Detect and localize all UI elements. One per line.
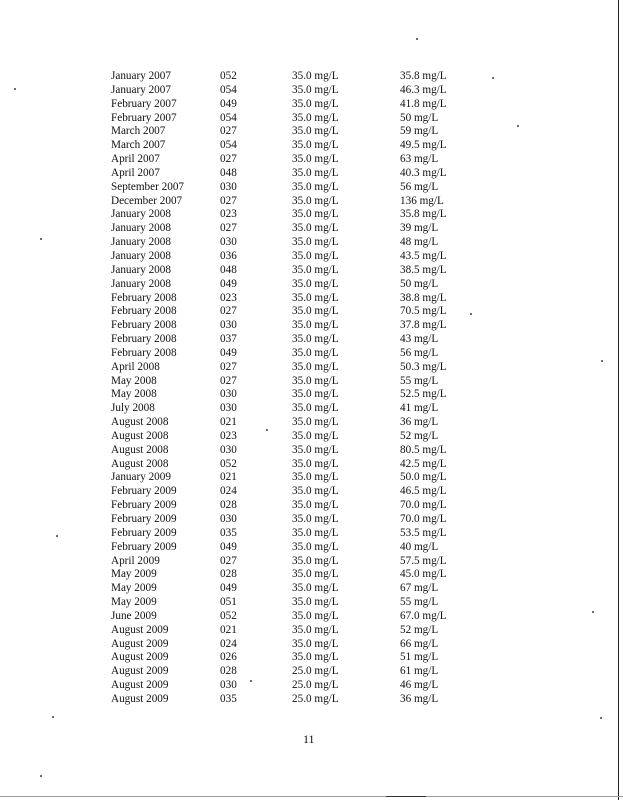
table-row <box>111 430 471 444</box>
row-outfall: 027 <box>220 374 237 387</box>
table-row <box>111 112 471 126</box>
row-outfall: 049 <box>220 346 237 359</box>
row-limit: 35.0 mg/L <box>292 554 339 567</box>
row-result: 50.3 mg/L <box>400 360 447 373</box>
row-date: February 2008 <box>111 346 177 359</box>
scan-speck <box>52 716 54 718</box>
page-edge-right <box>618 0 619 800</box>
row-result: 43 mg/L <box>400 333 439 346</box>
row-outfall: 027 <box>220 222 237 235</box>
row-date: July 2008 <box>111 402 155 415</box>
scan-speck <box>592 611 594 613</box>
row-result: 53.5 mg/L <box>400 526 447 539</box>
row-limit: 35.0 mg/L <box>292 263 339 276</box>
row-result: 45.0 mg/L <box>400 568 447 581</box>
row-result: 63 mg/L <box>400 153 439 166</box>
row-result: 50 mg/L <box>400 111 439 124</box>
row-date: May 2009 <box>111 582 157 595</box>
table-row <box>111 236 471 250</box>
row-limit: 35.0 mg/L <box>292 153 339 166</box>
row-limit: 25.0 mg/L <box>292 692 339 705</box>
row-date: January 2008 <box>111 222 171 235</box>
row-result: 36 mg/L <box>400 416 439 429</box>
row-outfall: 028 <box>220 499 237 512</box>
scan-speck <box>601 360 603 362</box>
row-limit: 35.0 mg/L <box>292 70 339 82</box>
row-limit: 35.0 mg/L <box>292 97 339 110</box>
row-date: February 2008 <box>111 333 177 346</box>
row-result: 40.3 mg/L <box>400 166 447 179</box>
row-outfall: 030 <box>220 236 237 249</box>
table-row <box>111 610 471 624</box>
row-outfall: 049 <box>220 97 237 110</box>
table-row <box>111 250 471 264</box>
row-date: January 2008 <box>111 277 171 290</box>
page-edge-mark <box>386 796 426 797</box>
table-row <box>111 444 471 458</box>
row-date: April 2007 <box>111 166 160 179</box>
row-limit: 35.0 mg/L <box>292 402 339 415</box>
row-limit: 35.0 mg/L <box>292 166 339 179</box>
row-limit: 35.0 mg/L <box>292 388 339 401</box>
row-outfall: 023 <box>220 208 237 221</box>
scan-speck <box>416 38 418 40</box>
row-date: January 2007 <box>111 70 171 82</box>
row-result: 70.5 mg/L <box>400 305 447 318</box>
row-result: 50 mg/L <box>400 277 439 290</box>
row-result: 39 mg/L <box>400 222 439 235</box>
row-limit: 35.0 mg/L <box>292 139 339 152</box>
row-date: December 2007 <box>111 194 183 207</box>
table-row <box>111 513 471 527</box>
row-date: February 2009 <box>111 526 177 539</box>
row-outfall: 052 <box>220 457 237 470</box>
row-outfall: 052 <box>220 609 237 622</box>
row-date: August 2008 <box>111 416 169 429</box>
row-outfall: 024 <box>220 637 237 650</box>
row-outfall: 054 <box>220 83 237 96</box>
row-date: January 2007 <box>111 83 171 96</box>
table-row <box>111 305 471 319</box>
row-limit: 35.0 mg/L <box>292 236 339 249</box>
row-result: 55 mg/L <box>400 596 439 609</box>
row-outfall: 027 <box>220 125 237 138</box>
table-row <box>111 638 471 652</box>
row-outfall: 052 <box>220 70 237 82</box>
table-row <box>111 693 471 707</box>
scan-speck <box>14 88 16 90</box>
row-limit: 35.0 mg/L <box>292 609 339 622</box>
row-date: April 2009 <box>111 554 160 567</box>
row-date: August 2009 <box>111 637 169 650</box>
row-date: August 2008 <box>111 457 169 470</box>
table-row <box>111 651 471 665</box>
row-limit: 35.0 mg/L <box>292 416 339 429</box>
row-date: January 2008 <box>111 236 171 249</box>
row-date: May 2008 <box>111 374 157 387</box>
table-row <box>111 582 471 596</box>
row-result: 67.0 mg/L <box>400 609 447 622</box>
row-limit: 35.0 mg/L <box>292 222 339 235</box>
row-result: 80.5 mg/L <box>400 443 447 456</box>
row-result: 59 mg/L <box>400 125 439 138</box>
row-result: 40 mg/L <box>400 540 439 553</box>
scan-speck <box>600 717 602 719</box>
row-outfall: 049 <box>220 582 237 595</box>
row-limit: 35.0 mg/L <box>292 651 339 664</box>
row-result: 46.5 mg/L <box>400 485 447 498</box>
row-date: April 2007 <box>111 153 160 166</box>
row-limit: 35.0 mg/L <box>292 623 339 636</box>
row-result: 56 mg/L <box>400 346 439 359</box>
table-row <box>111 624 471 638</box>
row-result: 42.5 mg/L <box>400 457 447 470</box>
row-limit: 35.0 mg/L <box>292 374 339 387</box>
table-row <box>111 402 471 416</box>
table-row <box>111 416 471 430</box>
row-outfall: 048 <box>220 263 237 276</box>
table-row <box>111 471 471 485</box>
row-limit: 35.0 mg/L <box>292 443 339 456</box>
row-date: May 2009 <box>111 596 157 609</box>
row-outfall: 051 <box>220 596 237 609</box>
row-limit: 35.0 mg/L <box>292 457 339 470</box>
row-result: 61 mg/L <box>400 665 439 678</box>
row-outfall: 030 <box>220 319 237 332</box>
row-outfall: 024 <box>220 485 237 498</box>
row-result: 43.5 mg/L <box>400 249 447 262</box>
row-date: September 2007 <box>111 180 185 193</box>
row-limit: 35.0 mg/L <box>292 485 339 498</box>
row-date: May 2008 <box>111 388 157 401</box>
table-row <box>111 278 471 292</box>
row-outfall: 054 <box>220 139 237 152</box>
row-limit: 35.0 mg/L <box>292 637 339 650</box>
table-row <box>111 347 471 361</box>
row-limit: 35.0 mg/L <box>292 333 339 346</box>
row-outfall: 027 <box>220 554 237 567</box>
row-limit: 35.0 mg/L <box>292 291 339 304</box>
row-outfall: 030 <box>220 513 237 525</box>
row-date: February 2008 <box>111 291 177 304</box>
row-outfall: 027 <box>220 153 237 166</box>
row-date: January 2008 <box>111 263 171 276</box>
table-row <box>111 499 471 513</box>
row-outfall: 026 <box>220 651 237 664</box>
row-result: 55 mg/L <box>400 374 439 387</box>
row-result: 46.3 mg/L <box>400 83 447 96</box>
row-limit: 35.0 mg/L <box>292 582 339 595</box>
row-result: 41.8 mg/L <box>400 97 447 110</box>
row-result: 50.0 mg/L <box>400 471 447 484</box>
table-row <box>111 208 471 222</box>
page-number: 11 <box>303 732 315 746</box>
row-date: February 2008 <box>111 305 177 318</box>
row-outfall: 035 <box>220 526 237 539</box>
table-row <box>111 485 471 499</box>
table-row <box>111 84 471 98</box>
table-row <box>111 139 471 153</box>
row-date: February 2007 <box>111 111 177 124</box>
row-result: 67 mg/L <box>400 582 439 595</box>
row-outfall: 049 <box>220 277 237 290</box>
row-outfall: 028 <box>220 665 237 678</box>
row-limit: 35.0 mg/L <box>292 526 339 539</box>
row-limit: 35.0 mg/L <box>292 111 339 124</box>
row-date: March 2007 <box>111 139 166 152</box>
row-date: February 2009 <box>111 513 177 525</box>
row-outfall: 021 <box>220 623 237 636</box>
row-limit: 35.0 mg/L <box>292 513 339 525</box>
row-outfall: 036 <box>220 249 237 262</box>
row-outfall: 027 <box>220 194 237 207</box>
row-result: 49.5 mg/L <box>400 139 447 152</box>
table-row <box>111 264 471 278</box>
row-date: February 2009 <box>111 485 177 498</box>
row-result: 35.8 mg/L <box>400 70 447 82</box>
row-limit: 35.0 mg/L <box>292 277 339 290</box>
row-limit: 35.0 mg/L <box>292 249 339 262</box>
row-limit: 35.0 mg/L <box>292 471 339 484</box>
row-date: February 2008 <box>111 319 177 332</box>
row-date: May 2009 <box>111 568 157 581</box>
row-date: March 2007 <box>111 125 166 138</box>
row-outfall: 028 <box>220 568 237 581</box>
table-row <box>111 596 471 610</box>
row-result: 70.0 mg/L <box>400 513 447 525</box>
row-date: January 2008 <box>111 249 171 262</box>
scan-speck <box>40 238 42 240</box>
row-limit: 35.0 mg/L <box>292 194 339 207</box>
table-row <box>111 319 471 333</box>
row-limit: 35.0 mg/L <box>292 499 339 512</box>
table-row <box>111 527 471 541</box>
row-outfall: 021 <box>220 416 237 429</box>
row-date: August 2009 <box>111 692 169 705</box>
row-outfall: 023 <box>220 291 237 304</box>
row-date: August 2008 <box>111 443 169 456</box>
row-outfall: 030 <box>220 180 237 193</box>
row-limit: 35.0 mg/L <box>292 346 339 359</box>
row-date: August 2009 <box>111 679 169 692</box>
row-limit: 25.0 mg/L <box>292 679 339 692</box>
row-outfall: 037 <box>220 333 237 346</box>
row-limit: 35.0 mg/L <box>292 180 339 193</box>
table-row <box>111 388 471 402</box>
page-edge-bottom <box>0 796 623 797</box>
row-limit: 35.0 mg/L <box>292 83 339 96</box>
row-outfall: 030 <box>220 402 237 415</box>
row-date: August 2009 <box>111 665 169 678</box>
violations-table <box>111 70 471 707</box>
row-limit: 35.0 mg/L <box>292 540 339 553</box>
row-outfall: 035 <box>220 692 237 705</box>
row-outfall: 054 <box>220 111 237 124</box>
row-result: 56 mg/L <box>400 180 439 193</box>
row-limit: 35.0 mg/L <box>292 125 339 138</box>
row-result: 38.8 mg/L <box>400 291 447 304</box>
row-limit: 35.0 mg/L <box>292 208 339 221</box>
row-date: August 2008 <box>111 429 169 442</box>
table-row <box>111 665 471 679</box>
row-date: April 2008 <box>111 360 160 373</box>
table-row <box>111 181 471 195</box>
table-row <box>111 292 471 306</box>
row-result: 35.8 mg/L <box>400 208 447 221</box>
row-date: January 2008 <box>111 208 171 221</box>
row-result: 41 mg/L <box>400 402 439 415</box>
row-result: 38.5 mg/L <box>400 263 447 276</box>
row-result: 46 mg/L <box>400 679 439 692</box>
row-date: February 2007 <box>111 97 177 110</box>
row-limit: 35.0 mg/L <box>292 319 339 332</box>
table-row <box>111 541 471 555</box>
row-outfall: 048 <box>220 166 237 179</box>
row-limit: 35.0 mg/L <box>292 429 339 442</box>
table-row <box>111 375 471 389</box>
table-row <box>111 222 471 236</box>
row-outfall: 030 <box>220 679 237 692</box>
table-row <box>111 70 471 84</box>
scan-speck <box>492 77 494 79</box>
row-date: February 2009 <box>111 499 177 512</box>
row-result: 57.5 mg/L <box>400 554 447 567</box>
row-outfall: 027 <box>220 360 237 373</box>
scan-speck <box>517 125 519 127</box>
row-outfall: 030 <box>220 443 237 456</box>
row-outfall: 023 <box>220 429 237 442</box>
table-row <box>111 98 471 112</box>
row-result: 51 mg/L <box>400 651 439 664</box>
row-limit: 25.0 mg/L <box>292 665 339 678</box>
table-row <box>111 361 471 375</box>
row-date: June 2009 <box>111 609 157 622</box>
row-date: August 2009 <box>111 623 169 636</box>
row-outfall: 021 <box>220 471 237 484</box>
table-row <box>111 458 471 472</box>
table-row <box>111 555 471 569</box>
row-date: August 2009 <box>111 651 169 664</box>
row-limit: 35.0 mg/L <box>292 596 339 609</box>
row-result: 52 mg/L <box>400 623 439 636</box>
table-row <box>111 679 471 693</box>
row-outfall: 027 <box>220 305 237 318</box>
row-date: January 2009 <box>111 471 171 484</box>
row-result: 136 mg/L <box>400 194 444 207</box>
row-result: 52.5 mg/L <box>400 388 447 401</box>
table-row <box>111 125 471 139</box>
table-row <box>111 195 471 209</box>
row-limit: 35.0 mg/L <box>292 360 339 373</box>
table-row <box>111 333 471 347</box>
row-result: 48 mg/L <box>400 236 439 249</box>
row-result: 70.0 mg/L <box>400 499 447 512</box>
scan-speck <box>56 535 58 537</box>
row-outfall: 049 <box>220 540 237 553</box>
row-result: 37.8 mg/L <box>400 319 447 332</box>
row-limit: 35.0 mg/L <box>292 568 339 581</box>
row-date: February 2009 <box>111 540 177 553</box>
row-limit: 35.0 mg/L <box>292 305 339 318</box>
table-row <box>111 167 471 181</box>
table-row <box>111 568 471 582</box>
row-result: 36 mg/L <box>400 692 439 705</box>
row-result: 52 mg/L <box>400 429 439 442</box>
row-outfall: 030 <box>220 388 237 401</box>
table-row <box>111 153 471 167</box>
row-result: 66 mg/L <box>400 637 439 650</box>
scan-speck <box>40 775 42 777</box>
